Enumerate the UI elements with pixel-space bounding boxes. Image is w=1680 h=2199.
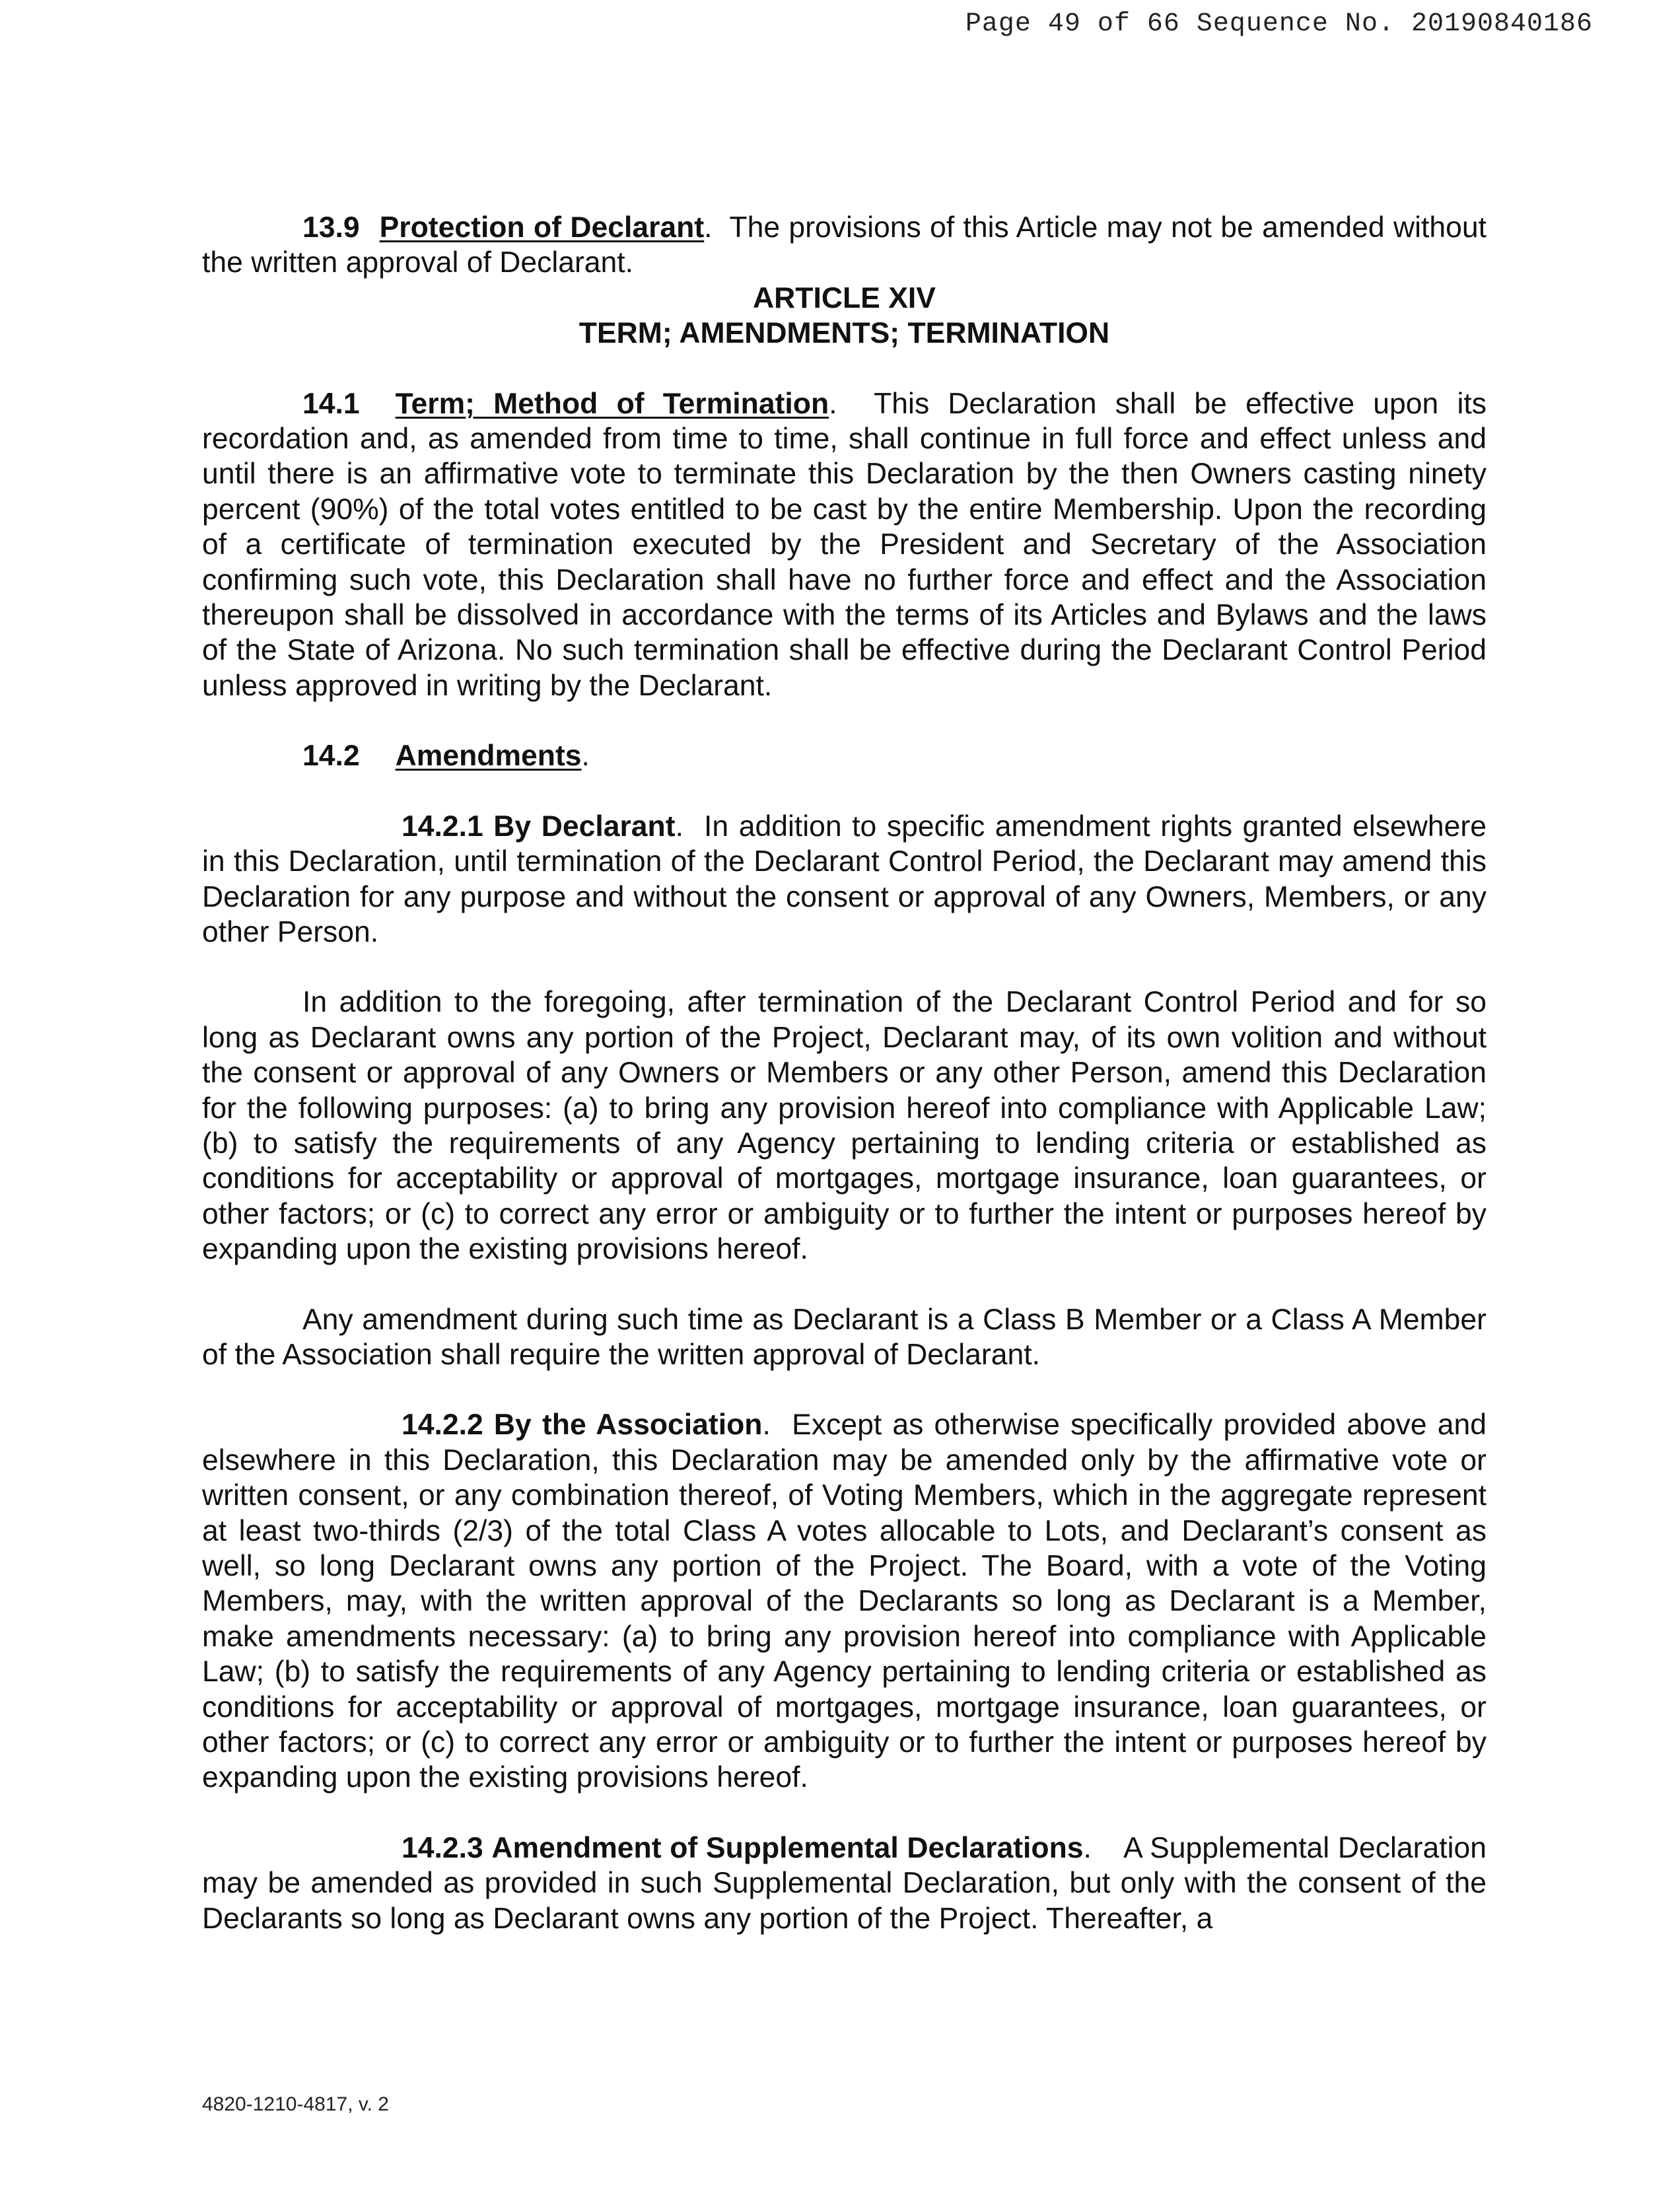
- section-number: 14.2.1: [402, 810, 483, 843]
- section-title: Amendment of Supplemental Declarations: [491, 1831, 1084, 1864]
- section-number: 14.2.2: [402, 1409, 483, 1442]
- section-title: By the Association: [493, 1409, 763, 1442]
- document-id-footer: 4820-1210-4817, v. 2: [202, 2093, 389, 2115]
- article-label: ARTICLE XIV: [753, 281, 936, 314]
- section-text: In addition to specific amendment rights granted elsewhere in this Declaration, until termination of the Declarant Control Period, the Declarant may amend this Declaration for any purpose and without the consent or approval of any Owners, Members, or any other Person.: [202, 810, 1487, 948]
- section-14-2-2: 14.2.2 By the Association. Except as otherwise specifically provided above and elsewhere in this Declaration, this Declaration may be amended only by the affirmative vote or written consent, or any combination thereof, of Voting Members, which in the aggregate represent at least two-thirds (2/3) of the total Class A votes allocable to Lots, and Declarant’s consent as well, so long Declarant owns any portion of the Project. The Board, with a vote of the Voting Members, may, with the written approval of the Declarants so long as Declarant is a Member, make amendments necessary: (a) to bring any provision hereof into compliance with Applicable Law; (b) to satisfy the requirements of any Agency pertaining to lending criteria or established as conditions for acceptability or approval of mortgages, mortgage insurance, loan guarantees, or other factors; or (c) to correct any error or ambiguity or to further the intent or purposes hereof by expanding upon the existing provisions hereof.: [202, 1409, 1487, 1794]
- section-text: The provisions of this Article may not be amended without the written approval of Declarant.: [202, 211, 1487, 279]
- section-title: Amendments: [395, 740, 582, 773]
- section-number: 14.1: [302, 387, 360, 420]
- article-title: TERM; AMENDMENTS; TERMINATION: [578, 317, 1110, 350]
- page-sequence-stamp: Page 49 of 66 Sequence No. 20190840186: [965, 9, 1593, 39]
- document-body: [202, 210, 1487, 1936]
- section-14-2-1: 14.2.1 By Declarant. In addition to specific amendment rights granted elsewhere in this Declaration, until termination of the Declarant Control Period, the Declarant may amend this Declaration for any purpose and without the consent or approval of any Owners, Members, or any other Person.: [202, 810, 1487, 948]
- section-14-2-3: 14.2.3 Amendment of Supplemental Declarations. A Supplemental Declaration may be amended as provided in such Supplemental Declaration, but only with the consent of the Declarants so long as Declarant owns any portion of the Project. Thereafter, a: [202, 1831, 1487, 1935]
- section-number: 14.2: [302, 740, 360, 773]
- section-number: 13.9: [302, 211, 360, 244]
- section-title: Protection of Declarant: [379, 211, 705, 244]
- section-14-2: 14.2 Amendments.: [302, 740, 590, 773]
- section-text: Except as otherwise specifically provided above and elsewhere in this Declaration, this Declaration may be amended only by the affirmative vote or written consent, or any combination thereof, of Voting Members, which in the aggregate represent at least two-thirds (2/3) of the total Class A votes allocable to Lots, and Declarant’s consent as well, so long Declarant owns any portion of the Project. The Board, with a vote of the Voting Members, may, with the written approval of the Declarants so long as Declarant is a Member, make amendments necessary: (a) to bring any provision hereof into compliance with Applicable Law; (b) to satisfy the requirements of any Agency pertaining to lending criteria or established as conditions for acceptability or approval of mortgages, mortgage insurance, loan guarantees, or other factors; or (c) to correct any error or ambiguity or to further the intent or purposes hereof by expanding upon the existing provisions hereof.: [202, 1409, 1487, 1794]
- section-14-2-1-paragraph-3: Any amendment during such time as Declarant is a Class B Member or a Class A Member of the Association shall require the written approval of Declarant.: [202, 1303, 1487, 1371]
- section-number: 14.2.3: [402, 1831, 483, 1864]
- section-title: By Declarant: [493, 810, 676, 843]
- section-text: This Declaration shall be effective upon its recordation and, as amended from time to time, shall continue in full force and effect unless and until there is an affirmative vote to terminate this Declaration by the then Owners casting ninety percent (90%) of the total votes entitled to be cast by the entire Membership. Upon the recording of a certificate of termination executed by the President and Secretary of the Association confirming such vote, this Declaration shall have no further force and effect and the Association thereupon shall be dissolved in accordance with the terms of its Articles and Bylaws and the laws of the State of Arizona. No such termination shall be effective during the Declarant Control Period unless approved in writing by the Declarant.: [202, 387, 1487, 702]
- section-text: A Supplemental Declaration may be amended as provided in such Supplemental Declaration, but only with the consent of the Declarants so long as Declarant owns any portion of the Project. Thereafter, a: [202, 1831, 1487, 1935]
- section-13-9: 13.9 Protection of Declarant. The provisions of this Article may not be amended without the written approval of Declarant.: [202, 211, 1487, 279]
- section-14-2-1-paragraph-2: In addition to the foregoing, after termination of the Declarant Control Period and for so long as Declarant owns any portion of the Project, Declarant may, of its own volition and without the consent or approval of any Owners or Members or any other Person, amend this Declaration for the following purposes: (a) to bring any provision hereof into compliance with Applicable Law; (b) to satisfy the requirements of any Agency pertaining to lending criteria or established as conditions for acceptability or approval of mortgages, mortgage insurance, loan guarantees, or other factors; or (c) to correct any error or ambiguity or to further the intent or purposes hereof by expanding upon the existing provisions hereof.: [202, 986, 1487, 1266]
- section-14-1: 14.1 Term; Method of Termination. This Declaration shall be effective upon its recordation and, as amended from time to time, shall continue in full force and effect unless and until there is an affirmative vote to terminate this Declaration by the then Owners casting ninety percent (90%) of the total votes entitled to be cast by the entire Membership. Upon the recording of a certificate of termination executed by the President and Secretary of the Association confirming such vote, this Declaration shall have no further force and effect and the Association thereupon shall be dissolved in accordance with the terms of its Articles and Bylaws and the laws of the State of Arizona. No such termination shall be effective during the Declarant Control Period unless approved in writing by the Declarant.: [202, 387, 1487, 702]
- section-title: Term; Method of Termination: [395, 387, 829, 420]
